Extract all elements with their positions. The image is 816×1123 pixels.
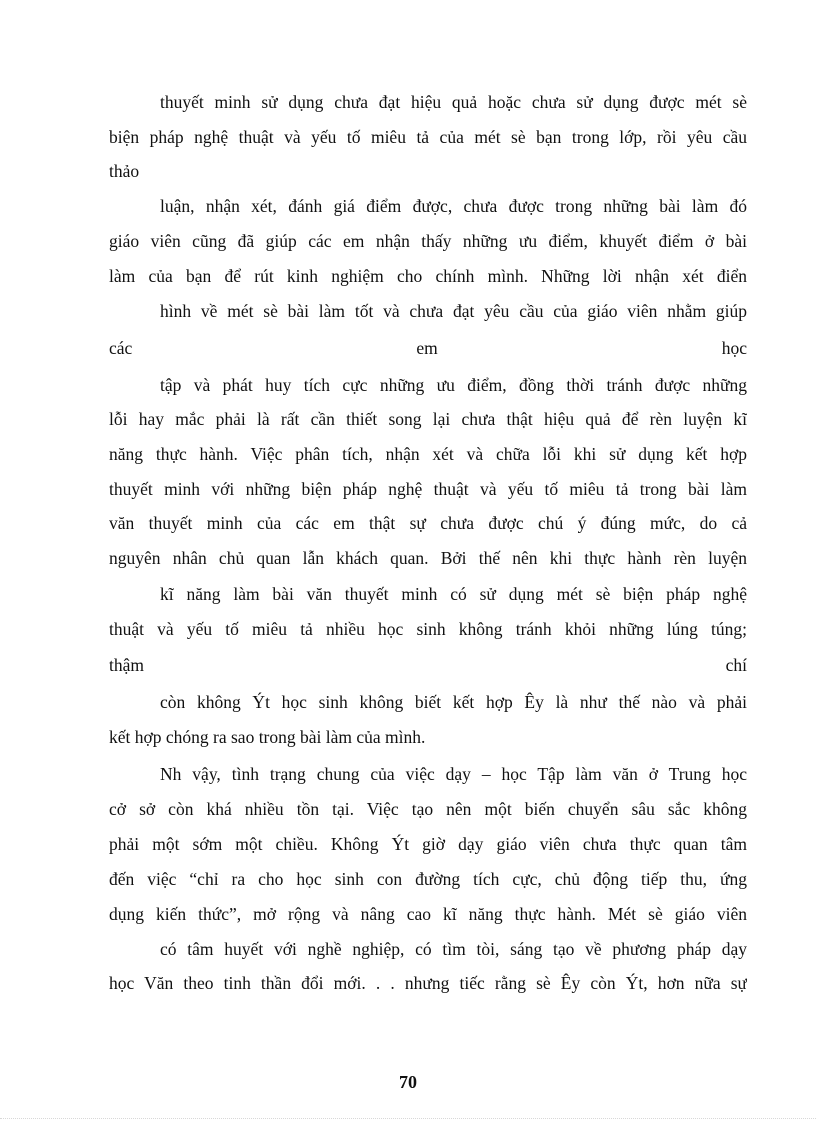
- body-line-26: học Văn theo tinh thần đổi mới. . . nhưng tiếc rằng sè Êy còn Ýt, hơn nữa sự: [109, 973, 747, 993]
- body-line-17: thậm chí: [109, 655, 747, 675]
- body-line-15: kĩ năng làm bài văn thuyết minh có sử dụng mét sè biện pháp nghệ: [160, 584, 747, 604]
- body-line-24: dụng kiến thức”, mở rộng và nâng cao kĩ năng thực hành. Mét sè giáo viên: [109, 904, 747, 924]
- body-line-6: làm của bạn để rút kinh nghiệm cho chính mình. Những lời nhận xét điển: [109, 266, 747, 286]
- body-line-18: còn không Ýt học sinh không biết kết hợp Êy là như thế nào và phải: [160, 692, 747, 712]
- body-line-3: thảo: [109, 161, 140, 181]
- body-line-25: có tâm huyết với nghề nghiệp, có tìm tòi, sáng tạo về phương pháp dạy: [160, 939, 747, 959]
- body-line-22: phải một sớm một chiều. Không Ýt giờ dạy giáo viên chưa thực quan tâm: [109, 834, 747, 854]
- body-line-1: thuyết minh sử dụng chưa đạt hiệu quả hoặc chưa sử dụng được mét sè: [160, 92, 747, 112]
- body-line-10: lỗi hay mắc phải là rất cần thiết song lại chưa thật hiệu quả để rèn luyện kĩ: [109, 409, 747, 429]
- body-line-7: hình về mét sè bài làm tốt và chưa đạt yêu cầu của giáo viên nhằm giúp: [160, 301, 747, 321]
- body-line-13: văn thuyết minh của các em thật sự chưa được chú ý đúng mức, do cả: [109, 513, 747, 533]
- body-line-5: giáo viên cũng đã giúp các em nhận thấy những ưu điểm, khuyết điểm ở bài: [109, 231, 747, 251]
- body-line-8: các em học: [109, 338, 747, 358]
- body-line-21: cở sở còn khá nhiều tồn tại. Việc tạo nên một biến chuyển sâu sắc không: [109, 799, 747, 819]
- body-line-2: biện pháp nghệ thuật và yếu tố miêu tả của mét sè bạn trong lớp, rồi yêu cầu: [109, 127, 747, 147]
- bottom-rule: [0, 1118, 816, 1119]
- body-line-20: Nh vậy, tình trạng chung của việc dạy – học Tập làm văn ở Trung học: [160, 764, 747, 784]
- body-line-19: kết hợp chóng ra sao trong bài làm của mình.: [109, 727, 426, 747]
- body-line-16: thuật và yếu tố miêu tả nhiều học sinh không tránh khỏi những lúng túng;: [109, 619, 747, 639]
- body-line-4: luận, nhận xét, đánh giá điểm được, chưa được trong những bài làm đó: [160, 196, 747, 216]
- body-line-14: nguyên nhân chủ quan lẫn khách quan. Bởi thế nên khi thực hành rèn luyện: [109, 548, 747, 568]
- body-line-23: đến việc “chỉ ra cho học sinh con đường tích cực, chủ động tiếp thu, ứng: [109, 869, 747, 889]
- body-line-9: tập và phát huy tích cực những ưu điểm, đồng thời tránh được những: [160, 375, 747, 395]
- body-line-11: năng thực hành. Việc phân tích, nhận xét và chữa lỗi khi sử dụng kết hợp: [109, 444, 747, 464]
- body-line-12: thuyết minh với những biện pháp nghệ thuật và yếu tố miêu tả trong bài làm: [109, 479, 747, 499]
- page-number: 70: [399, 1072, 417, 1092]
